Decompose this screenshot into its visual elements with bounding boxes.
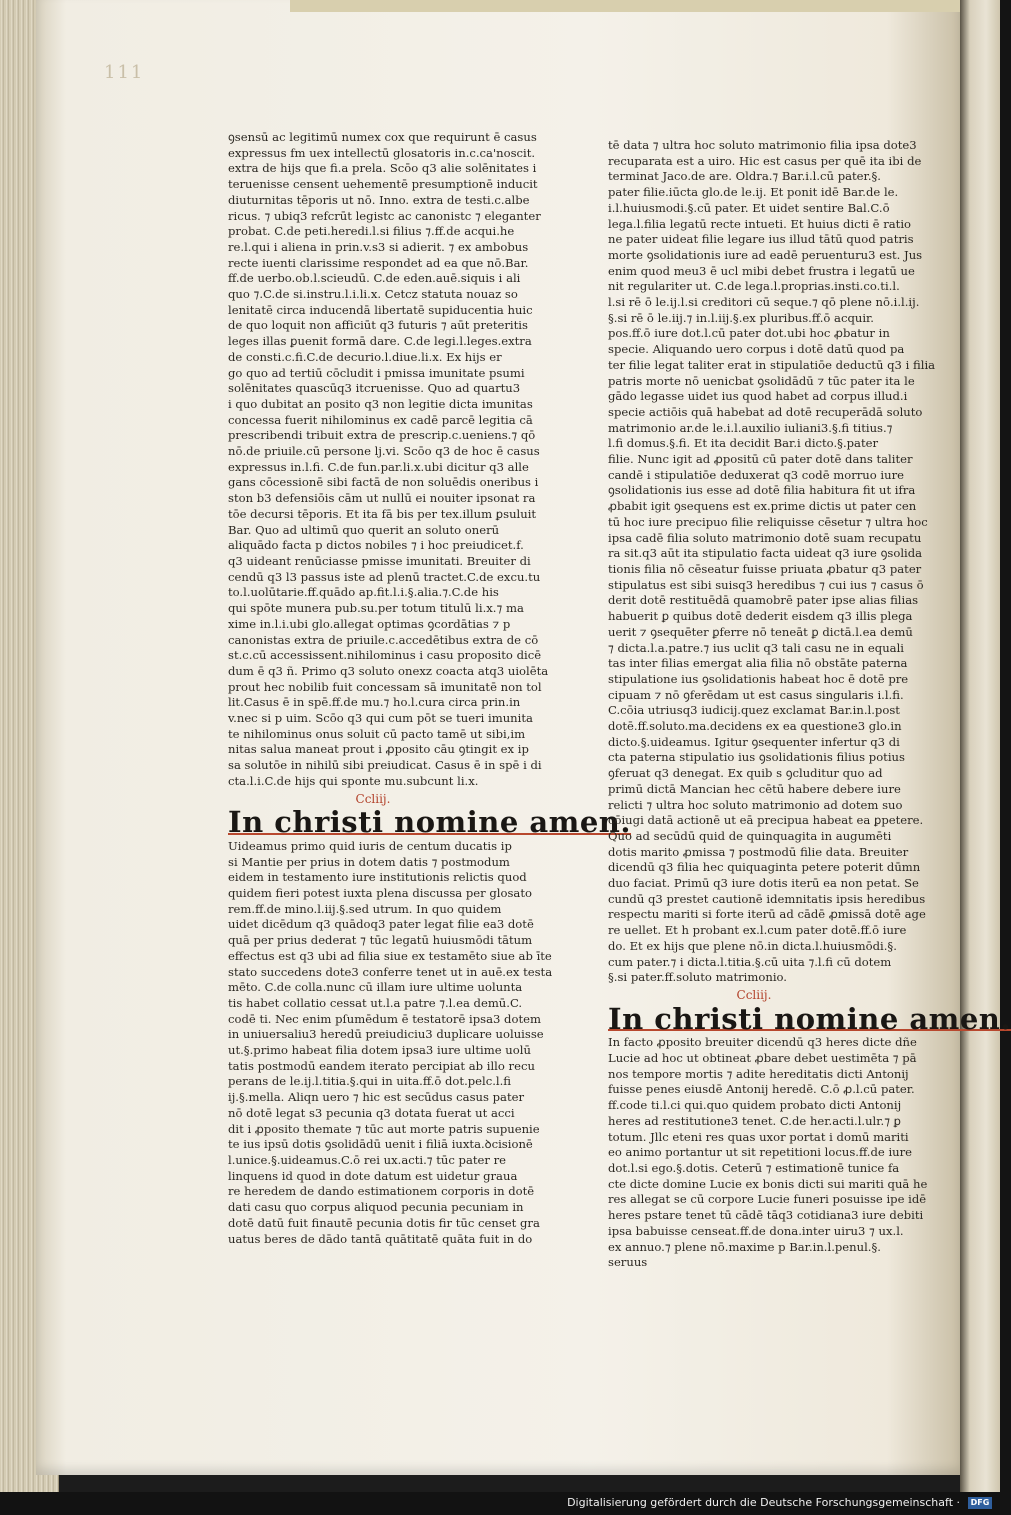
text-line: si Mantie per prius in dotem datis ⁊ postmodum xyxy=(228,854,510,869)
text-line: primū dictā Mancian hec cētū habere debere iure xyxy=(608,781,901,796)
text-line: stipulatione ius ꝯsolidationis habeat hoc ē dotē pre xyxy=(608,671,909,686)
folio-number: 111 xyxy=(104,62,145,83)
text-line: ra sit.q3 aūt ita stipulatio facta uideat q3 iure ꝯsolida xyxy=(608,546,923,561)
text-line: gādo legasse uidet ius quod habet ad corpus illud.i xyxy=(608,389,908,404)
text-line: perans de le.ij.l.titia.§.qui in uita.ff.ō dot.pelc.l.fi xyxy=(228,1074,512,1089)
text-line: codē ti. Nec enim pſumēdum ē testatorē ipsa3 dotem xyxy=(228,1011,541,1026)
text-line: cendū q3 l3 passus iste ad plenū tractet.C.de excu.tu xyxy=(228,569,541,584)
text-line: tionis filia nō cēseatur fuisse priuata ꝓbatur q3 pater xyxy=(608,561,922,576)
text-line: ff.code ti.l.ci qui.quo quidem probato dicti Antonij xyxy=(608,1098,902,1113)
text-line: i.l.huiusmodi.§.cū pater. Et uidet sentire Bal.C.ō xyxy=(608,200,890,215)
text-line: ex annuo.⁊ plene nō.maxime p Bar.in.l.penul.§. xyxy=(608,1239,881,1254)
text-line: C.cōia utriusq3 iudicij.quez exclamat Bar.in.l.post xyxy=(608,703,900,718)
text-line: cōiugi datā actionē ut eā precipua habeat ea ꝑpetere. xyxy=(608,813,924,828)
text-line: aliquādo facta p dictos nobiles ⁊ i hoc preiudicet.f. xyxy=(228,538,524,553)
text-line: go quo ad tertiū cōcludit i pmissa imunitate psumi xyxy=(228,365,525,380)
text-line: solēnitates quascūq3 itcruenisse. Quo ad quartu3 xyxy=(228,381,521,396)
text-line: ⁊ dicta.l.a.patre.⁊ ius uclit q3 tali casu ne in equali xyxy=(608,640,904,655)
text-line: dotē.ff.soluto.ma.decidens ex ea questione3 glo.in xyxy=(608,719,902,734)
text-line: de consti.c.fi.C.de decurio.l.diue.li.x. Ex hijs er xyxy=(228,349,502,364)
text-line: prescribendi tribuit extra de prescrip.c.ueniens.⁊ qō xyxy=(228,428,536,443)
text-line: §.si pater.ff.soluto matrimonio. xyxy=(608,970,787,985)
text-line: uatus beres de dādo tantā quātitatē quāta fuit in do xyxy=(228,1231,533,1246)
text-line: dum ē q3 ñ. Primo q3 soluto onexz coacta atq3 uiolēta xyxy=(228,663,549,678)
text-line: re heredem de dando estimationem corporis in dotē xyxy=(228,1184,535,1199)
text-line: i quo dubitat an posito q3 non legitie dicta imunitas xyxy=(228,396,533,411)
text-line: stato succedens dote3 conferre tenet ut in auē.ex testa xyxy=(228,964,553,979)
text-line: quo ⁊.C.de si.instru.l.i.li.x. Cetcz statuta nouaz so xyxy=(228,287,518,302)
text-line: heres pstare tenet tū cādē tāq3 cotidiana3 iure debiti xyxy=(608,1208,924,1223)
text-line: lenitatē circa inducendā libertatē supiducentia huic xyxy=(228,302,533,317)
text-line: Quo ad secūdū quid de quinquagita in augumēti xyxy=(608,828,892,843)
text-line: lit.Casus ē in spē.ff.de mu.⁊ ho.l.cura circa prin.in xyxy=(228,695,521,710)
text-line: dicendū q3 filia hec quiquaginta petere poterit dūmn xyxy=(608,860,921,875)
text-line: heres ad restitutione3 tenet. C.de her.acti.l.ulr.⁊ ꝑ xyxy=(608,1113,902,1128)
text-line: Lucie ad hoc ut obtineat ꝓbare debet uestimēta ⁊ pā xyxy=(608,1051,917,1066)
text-line: ipsa babuisse censeat.ff.de dona.inter uiru3 ⁊ ux.l. xyxy=(608,1223,904,1238)
text-line: Bar. Quo ad ultimū quo querit an soluto onerū xyxy=(228,522,500,537)
text-line: cta.l.i.C.de hijs qui sponte mu.subcunt li.x. xyxy=(228,773,479,788)
text-line: specie. Aliquando uero corpus i dotē datū quod pa xyxy=(608,342,905,357)
text-line: ij.§.mella. Aliqn uero ⁊ hic est secūdus casus pater xyxy=(228,1090,525,1105)
text-line: cundū q3 prestet cautionē idemnitatis ipsis heredibus xyxy=(608,891,926,906)
text-line: teruenisse censent uehementē presumptionē inducit xyxy=(228,177,538,192)
text-line: qui spōte munera pub.su.per totum titulū li.x.⁊ ma xyxy=(228,601,524,616)
text-line: st.c.cū accessissent.nihilominus i casu proposito dicē xyxy=(228,648,542,663)
text-line: extra de hijs que fi.a prela. Scōo q3 alie solēnitates i xyxy=(228,161,537,176)
text-line: re.l.qui i aliena in prin.v.s3 si adierit. ⁊ ex ambobus xyxy=(228,239,529,254)
text-line: specie actiōis quā habebat ad dotē recuperādā soluto xyxy=(608,404,923,419)
text-line: dicto.§.uideamus. Igitur ꝯsequenter infertur q3 di xyxy=(608,734,900,749)
text-line: leges illas ꝑuenit formā dare. C.de legi.l.leges.extra xyxy=(228,334,532,349)
text-line: fuisse penes eiusdē Antonij heredē. C.ō ꝓ.l.cū pater. xyxy=(608,1082,915,1097)
text-line: nō dotē legat s3 pecunia q3 dotata fuerat ut acci xyxy=(228,1105,515,1120)
text-line: ter filie legat taliter erat in stipulatiōe deductū q3 i filia xyxy=(608,357,936,372)
text-line: pater filie.iūcta glo.de le.ij. Et ponit idē Bar.de le. xyxy=(608,185,899,200)
left-top-lines xyxy=(228,130,549,790)
text-line: pos.ff.ō iure dot.l.cū pater dot.ubi hoc ꝓbatur in xyxy=(608,326,890,341)
text-line: cta paterna stipulatio ius ꝯsolidationis filius potius xyxy=(608,750,905,765)
text-line: Uideamus primo quid iuris de centum ducatis ip xyxy=(228,838,512,853)
text-line: linquens id quod in dote datum est uidetur graua xyxy=(228,1168,518,1183)
text-line: sa solutōe in nihilū sibi preiudicat. Casus ē in spē i di xyxy=(228,758,542,773)
text-line: candē i stipulatiōe deduxerat q3 codē morruo iure xyxy=(608,467,905,482)
text-line: ne pater uideat filie legare ius illud tātū quod patris xyxy=(608,232,914,247)
text-line: morte ꝯsolidationis iure ad eadē peruenturu3 est. Jus xyxy=(608,247,923,262)
text-line: de quo loquit non afficiūt q3 futuris ⁊ aūt preteritis xyxy=(228,318,528,333)
text-line: quā per prius dederat ⁊ tūc legatū huiusmōdi tātum xyxy=(228,933,533,948)
text-line: eidem in testamento iure institutionis relictis quod xyxy=(228,870,527,885)
text-line: ipsa cadē filia soluto matrimonio dotē suam recupatu xyxy=(608,530,922,545)
text-line: terminat Jaco.de are. Oldra.⁊ Bar.i.l.cū pater.§. xyxy=(608,169,881,184)
page-edge-right xyxy=(960,0,1000,1492)
text-line: nō.de priuile.cū persone lj.vi. Scōo q3 de hoc ē casus xyxy=(228,444,540,459)
text-line: relicti ⁊ ultra hoc soluto matrimonio ad dotem suo xyxy=(608,797,903,812)
right-bottom-lines xyxy=(608,1035,928,1271)
text-line: habuerit ꝑ quibus dotē dederit eisdem q3 illis plega xyxy=(608,609,913,624)
text-line: enim quod meu3 ē ucl mibi debet frustra i legatū ue xyxy=(608,263,915,278)
text-line: l.fi domus.§.fi. Et ita decidit Bar.i dicto.§.pater xyxy=(608,436,879,451)
text-line: ston b3 defensiōis cām ut nullū ei nouiter ipsonat ra xyxy=(228,491,536,506)
text-line: uerit ⁊ ꝯsequēter ꝑferre nō teneāt ꝑ dictā.l.ea demū xyxy=(608,624,913,639)
text-line: v.nec si p uim. Scōo q3 qui cum pōt se tueri imunita xyxy=(228,711,533,726)
dfg-logo-icon: DFG xyxy=(968,1497,992,1509)
text-line: te nihilominus onus soluit cū pacto tamē ut sibi,im xyxy=(228,726,526,741)
chapter-number-right: Ccliij. xyxy=(736,987,772,1002)
chapter-number-left: Ccliij. xyxy=(355,791,391,806)
text-column-right xyxy=(608,138,1011,1271)
text-line: tatis postmodū eandem iterato percipiat ab illo recu xyxy=(228,1058,535,1073)
text-line: tōe decursi tēporis. Et ita fā bis per tex.illum ꝑsuluit xyxy=(228,506,537,521)
text-column-left xyxy=(228,130,631,1247)
text-line: concessa fuerit nihilominus ex cadē parcē legitia cā xyxy=(228,412,533,427)
text-line: xime in.l.i.ubi glo.allegat optimas ꝯcordātias ⁊ p xyxy=(228,616,511,631)
text-line: nos tempore mortis ⁊ adite hereditatis dicti Antonij xyxy=(608,1066,909,1081)
text-line: l.si rē ō le.ij.l.si creditori cū seque.⁊ qō plene nō.i.l.ij. xyxy=(608,295,920,310)
text-line: ꝯferuat q3 denegat. Ex quib s ꝯcluditur quo ad xyxy=(608,766,883,781)
text-line: dotē datū fuit finautē pecunia dotis fir tūc censet gra xyxy=(228,1215,540,1230)
section-heading-right: In christi nomine amen. xyxy=(608,1001,1011,1036)
section-heading-left: In christi nomine amen. xyxy=(228,805,631,840)
text-line: tas inter filias emergat alia filia nō obstāte paterna xyxy=(608,656,908,671)
text-line: ꝓbabit igit ꝯsequens est ex.prime dictis ut pater cen xyxy=(608,499,917,514)
text-line: res allegat se cū corpore Lucie funeri posuisse ipe idē xyxy=(608,1192,927,1207)
text-line: nit regulariter ut. C.de lega.l.proprias.insti.co.ti.l. xyxy=(608,279,900,294)
text-line: mēto. C.de colla.nunc cū illam iure ultime uolunta xyxy=(228,980,523,995)
text-line: expressus in.l.fi. C.de fun.par.li.x.ubi dicitur q3 alle xyxy=(228,459,529,474)
text-line: dot.l.si ego.§.dotis. Ceterū ⁊ estimationē tunice fa xyxy=(608,1161,900,1175)
text-line: respectu mariti si forte iterū ad cādē ꝓmissā dotē age xyxy=(608,907,926,922)
text-line: ff.de uerbo.ob.l.scieudū. C.de eden.auē.siquis i ali xyxy=(228,271,521,286)
text-line: dotis marito ꝓmissa ⁊ postmodū filie data. Breuiter xyxy=(608,844,909,859)
footer-credit: Digitalisierung gefördert durch die Deutsche Forschungsgemeinschaft · xyxy=(567,1496,960,1509)
text-line: cum pater.⁊ i dicta.l.titia.§.cū uita ⁊.l.fi cū dotem xyxy=(608,954,892,969)
text-line: derit dotē restituēdā quamobrē pater ipse alias filias xyxy=(608,593,919,608)
text-line: dit i ꝓposito themate ⁊ tūc aut morte patris supuenie xyxy=(228,1121,540,1136)
text-line: eo animo portantur ut sit repetitioni locus.ff.de iure xyxy=(608,1145,913,1160)
text-line: tis habet collatio cessat ut.l.a patre ⁊.l.ea demū.C. xyxy=(228,995,523,1010)
text-line: ꝯsensū ac legitimū numex cox que requirunt ē casus xyxy=(228,130,537,144)
text-line: rem.ff.de mino.l.iij.§.sed utrum. In quo quidem xyxy=(228,901,502,916)
text-line: ꝯsolidationis ius esse ad dotē filia habitura fit ut ifra xyxy=(608,483,916,498)
text-line: te ius ipsū dotis ꝯsolidādū uenit i filiā iuxta.ꝺcisionē xyxy=(228,1137,533,1152)
text-line: lega.l.filia legatū recte intueti. Et huius dicti ē ratio xyxy=(608,216,912,231)
text-line: diuturnitas tēporis ut nō. Inno. extra de testi.c.albe xyxy=(228,192,530,207)
text-line: q3 uideant renūciasse pmisse imunitati. Breuiter di xyxy=(228,553,531,568)
text-line: do. Et ex hijs que plene nō.in dicta.l.huiusmōdi.§. xyxy=(608,938,897,953)
text-line: canonistas extra de priuile.c.accedētibus extra de cō xyxy=(228,632,539,647)
text-line: uidet dicēdum q3 quādoq3 pater legat filie ea3 dotē xyxy=(228,917,534,932)
text-line: ricus. ⁊ ubiq3 refcrūt legistc ac canonistc ⁊ eleganter xyxy=(228,208,541,223)
page-top-strip xyxy=(290,0,960,12)
text-line: prout hec nobilib fuit concessam sā imunitatē non tol xyxy=(228,679,542,694)
text-line: cipuam ⁊ nō ꝯferēdam ut est casus singularis i.l.fi. xyxy=(608,687,904,702)
text-line: in uniuersaliu3 heredū preiudiciu3 duplicare uoluisse xyxy=(228,1027,544,1042)
text-line: tē data ⁊ ultra hoc soluto matrimonio filia ipsa dote3 xyxy=(608,138,917,152)
text-line: expressus fm uex intellectū glosatoris in.c.ca'noscit. xyxy=(228,145,536,160)
text-line: patris morte nō uenicbat ꝯsolidādū ⁊ tūc pater ita le xyxy=(608,373,915,388)
left-bottom-lines xyxy=(228,838,553,1247)
text-line: duo faciat. Primū q3 iure dotis iterū ea non petat. Se xyxy=(608,876,919,891)
footer-bar xyxy=(0,1492,1000,1515)
text-line: In facto ꝓposito breuiter dicendū q3 heres dicte dñe xyxy=(608,1035,917,1050)
right-top-lines xyxy=(608,138,936,986)
text-line: re uellet. Et h probant ex.l.cum pater dotē.ff.ō iure xyxy=(608,923,907,938)
text-line: probat. C.de peti.heredi.l.si filius ⁊.ff.de acqui.he xyxy=(228,224,515,239)
text-line: recte iuenti clarissime respondet ad ea que nō.Bar. xyxy=(228,255,529,270)
text-line: to.l.uolūtarie.ff.quādo ap.fit.l.i.§.alia.⁊.C.de his xyxy=(228,585,499,600)
text-line: dati casu quo corpus aliquod pecunia pecuniam in xyxy=(228,1200,524,1215)
text-line: stipulatus est sibi suisq3 heredibus ⁊ cui ius ⁊ casus ō xyxy=(608,577,924,592)
text-line: tū hoc iure precipuo filie reliquisse cēsetur ⁊ ultra hoc xyxy=(608,514,928,529)
text-line: effectus est q3 ubi ad filia siue ex testamēto siue ab īte xyxy=(228,948,552,963)
text-line: §.si rē ō le.iij.⁊ in.l.iij.§.ex pluribus.ff.ō acquir. xyxy=(608,310,874,325)
text-line: quidem fieri potest iuxta plena discussa per glosato xyxy=(228,886,532,901)
text-line: gans cōcessionē sibi factā de non soluēdis oneribus i xyxy=(228,475,539,490)
text-line: recuparata est a uiro. Hic est casus per quē ita ibi de xyxy=(608,153,922,168)
text-line: matrimonio ar.de le.i.l.auxilio iuliani3.§.fi titius.⁊ xyxy=(608,420,893,435)
text-line: seruus xyxy=(608,1255,648,1270)
text-line: ut.§.primo habeat filia dotem ipsa3 iure ultime uolū xyxy=(228,1043,531,1058)
text-line: cte dicte domine Lucie ex bonis dicti sui mariti quā he xyxy=(608,1176,928,1191)
text-line: l.unice.§.uideamus.C.ō rei ux.acti.⁊ tūc pater re xyxy=(228,1153,507,1167)
text-line: nitas salua maneat prout i ꝓposito cāu ꝯtingit ex ip xyxy=(228,742,529,757)
text-line: filie. Nunc igit ad ꝓpositū cū pater dotē dans taliter xyxy=(608,452,913,467)
text-line: totum. Jllc eteni res quas uxor portat i domū mariti xyxy=(608,1129,909,1144)
